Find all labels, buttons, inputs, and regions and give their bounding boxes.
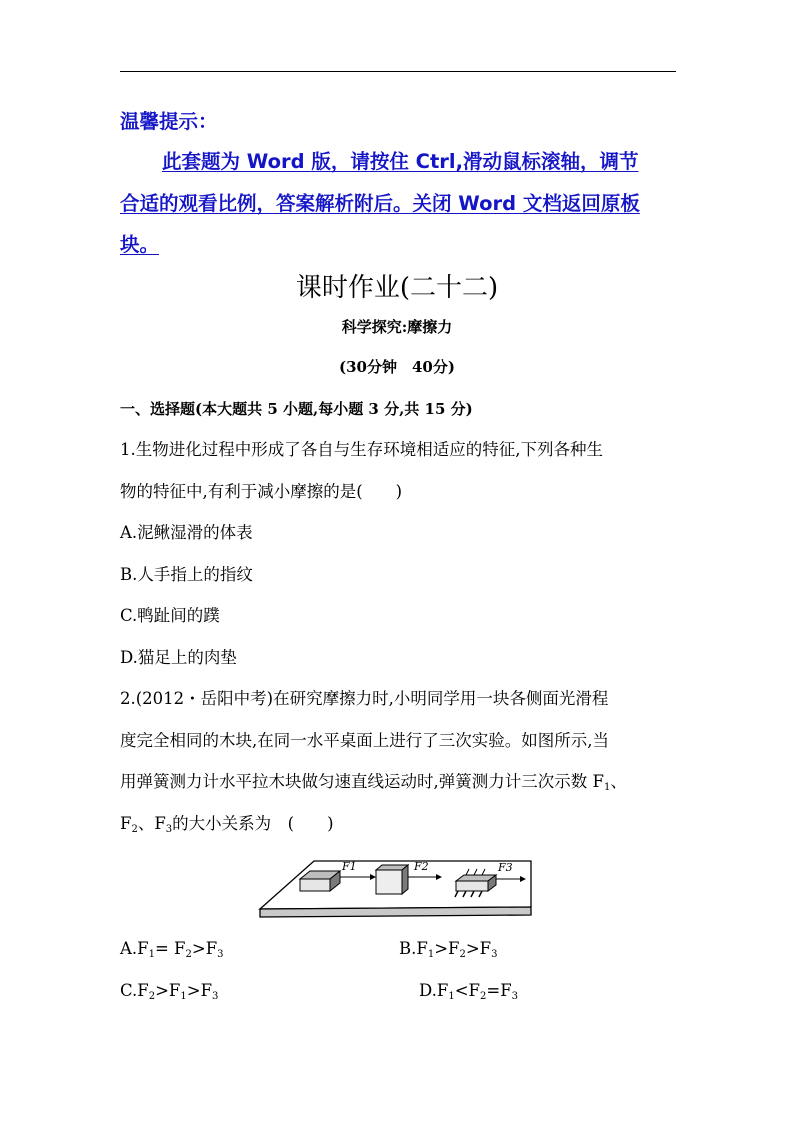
q2-option-c: $C.F_2>F_1>F_3$ xyxy=(120,981,219,1002)
q1-option-a: A.泥鳅湿滑的体表 xyxy=(120,523,253,542)
page-subtitle: 科学探究:摩擦力 xyxy=(341,318,453,336)
q2-stem-line-2: 度完全相同的木块,在同一水平桌面上进行了三次实验。如图所示,当 xyxy=(120,731,609,750)
force-label-1: F1 xyxy=(342,860,357,873)
q1-option-d: D.猫足上的肉垫 xyxy=(120,648,237,667)
notice-line-1: 此套题为 Word 版，请按住 Ctrl,滑动鼠标滚轴，调节 xyxy=(162,150,639,173)
friction-experiment-figure xyxy=(258,853,533,919)
q2-option-a: $A.F_1= F_2>F_3$ xyxy=(120,939,224,960)
section-heading: 一、选择题(本大题共 5 小题,每小题 3 分,共 15 分) xyxy=(120,400,473,418)
q1-option-b: B.人手指上的指纹 xyxy=(120,565,253,584)
force-label-2: F2 xyxy=(414,860,429,873)
q2-stem-line-3: 用弹簧测力计水平拉木块做匀速直线运动时,弹簧测力计三次示数 $F_1$、 xyxy=(120,772,627,793)
q2-stem-line-1: 2.(2012・岳阳中考)在研究摩擦力时,小明同学用一块各侧面光滑程 xyxy=(120,689,609,708)
q1-stem-line-2: 物的特征中,有利于减小摩擦的是( ) xyxy=(120,482,403,501)
time-score-info: (30分钟 40分) xyxy=(339,358,455,376)
notice-title: 温馨提示： xyxy=(120,110,218,133)
q1-stem-line-1: 1.生物进化过程中形成了各自与生存环境相适应的特征,下列各种生 xyxy=(120,440,603,459)
header-rule xyxy=(120,71,676,72)
q2-stem-line-4: $F_2$、$F_3$的大小关系为 ( ) xyxy=(120,814,334,835)
q2-option-b: $B.F_1>F_2>F_3$ xyxy=(399,939,498,960)
force-label-3: F3 xyxy=(498,861,513,874)
q1-option-c: C.鸭趾间的蹼 xyxy=(120,606,220,625)
notice-line-2: 合适的观看比例，答案解析附后。关闭 Word 文档返回原板 xyxy=(120,192,640,215)
page-title: 课时作业(二十二) xyxy=(295,273,499,303)
q2-option-d: $D.F_1<F_2=F_3$ xyxy=(419,981,519,1002)
notice-line-3: 块。 xyxy=(120,233,160,256)
